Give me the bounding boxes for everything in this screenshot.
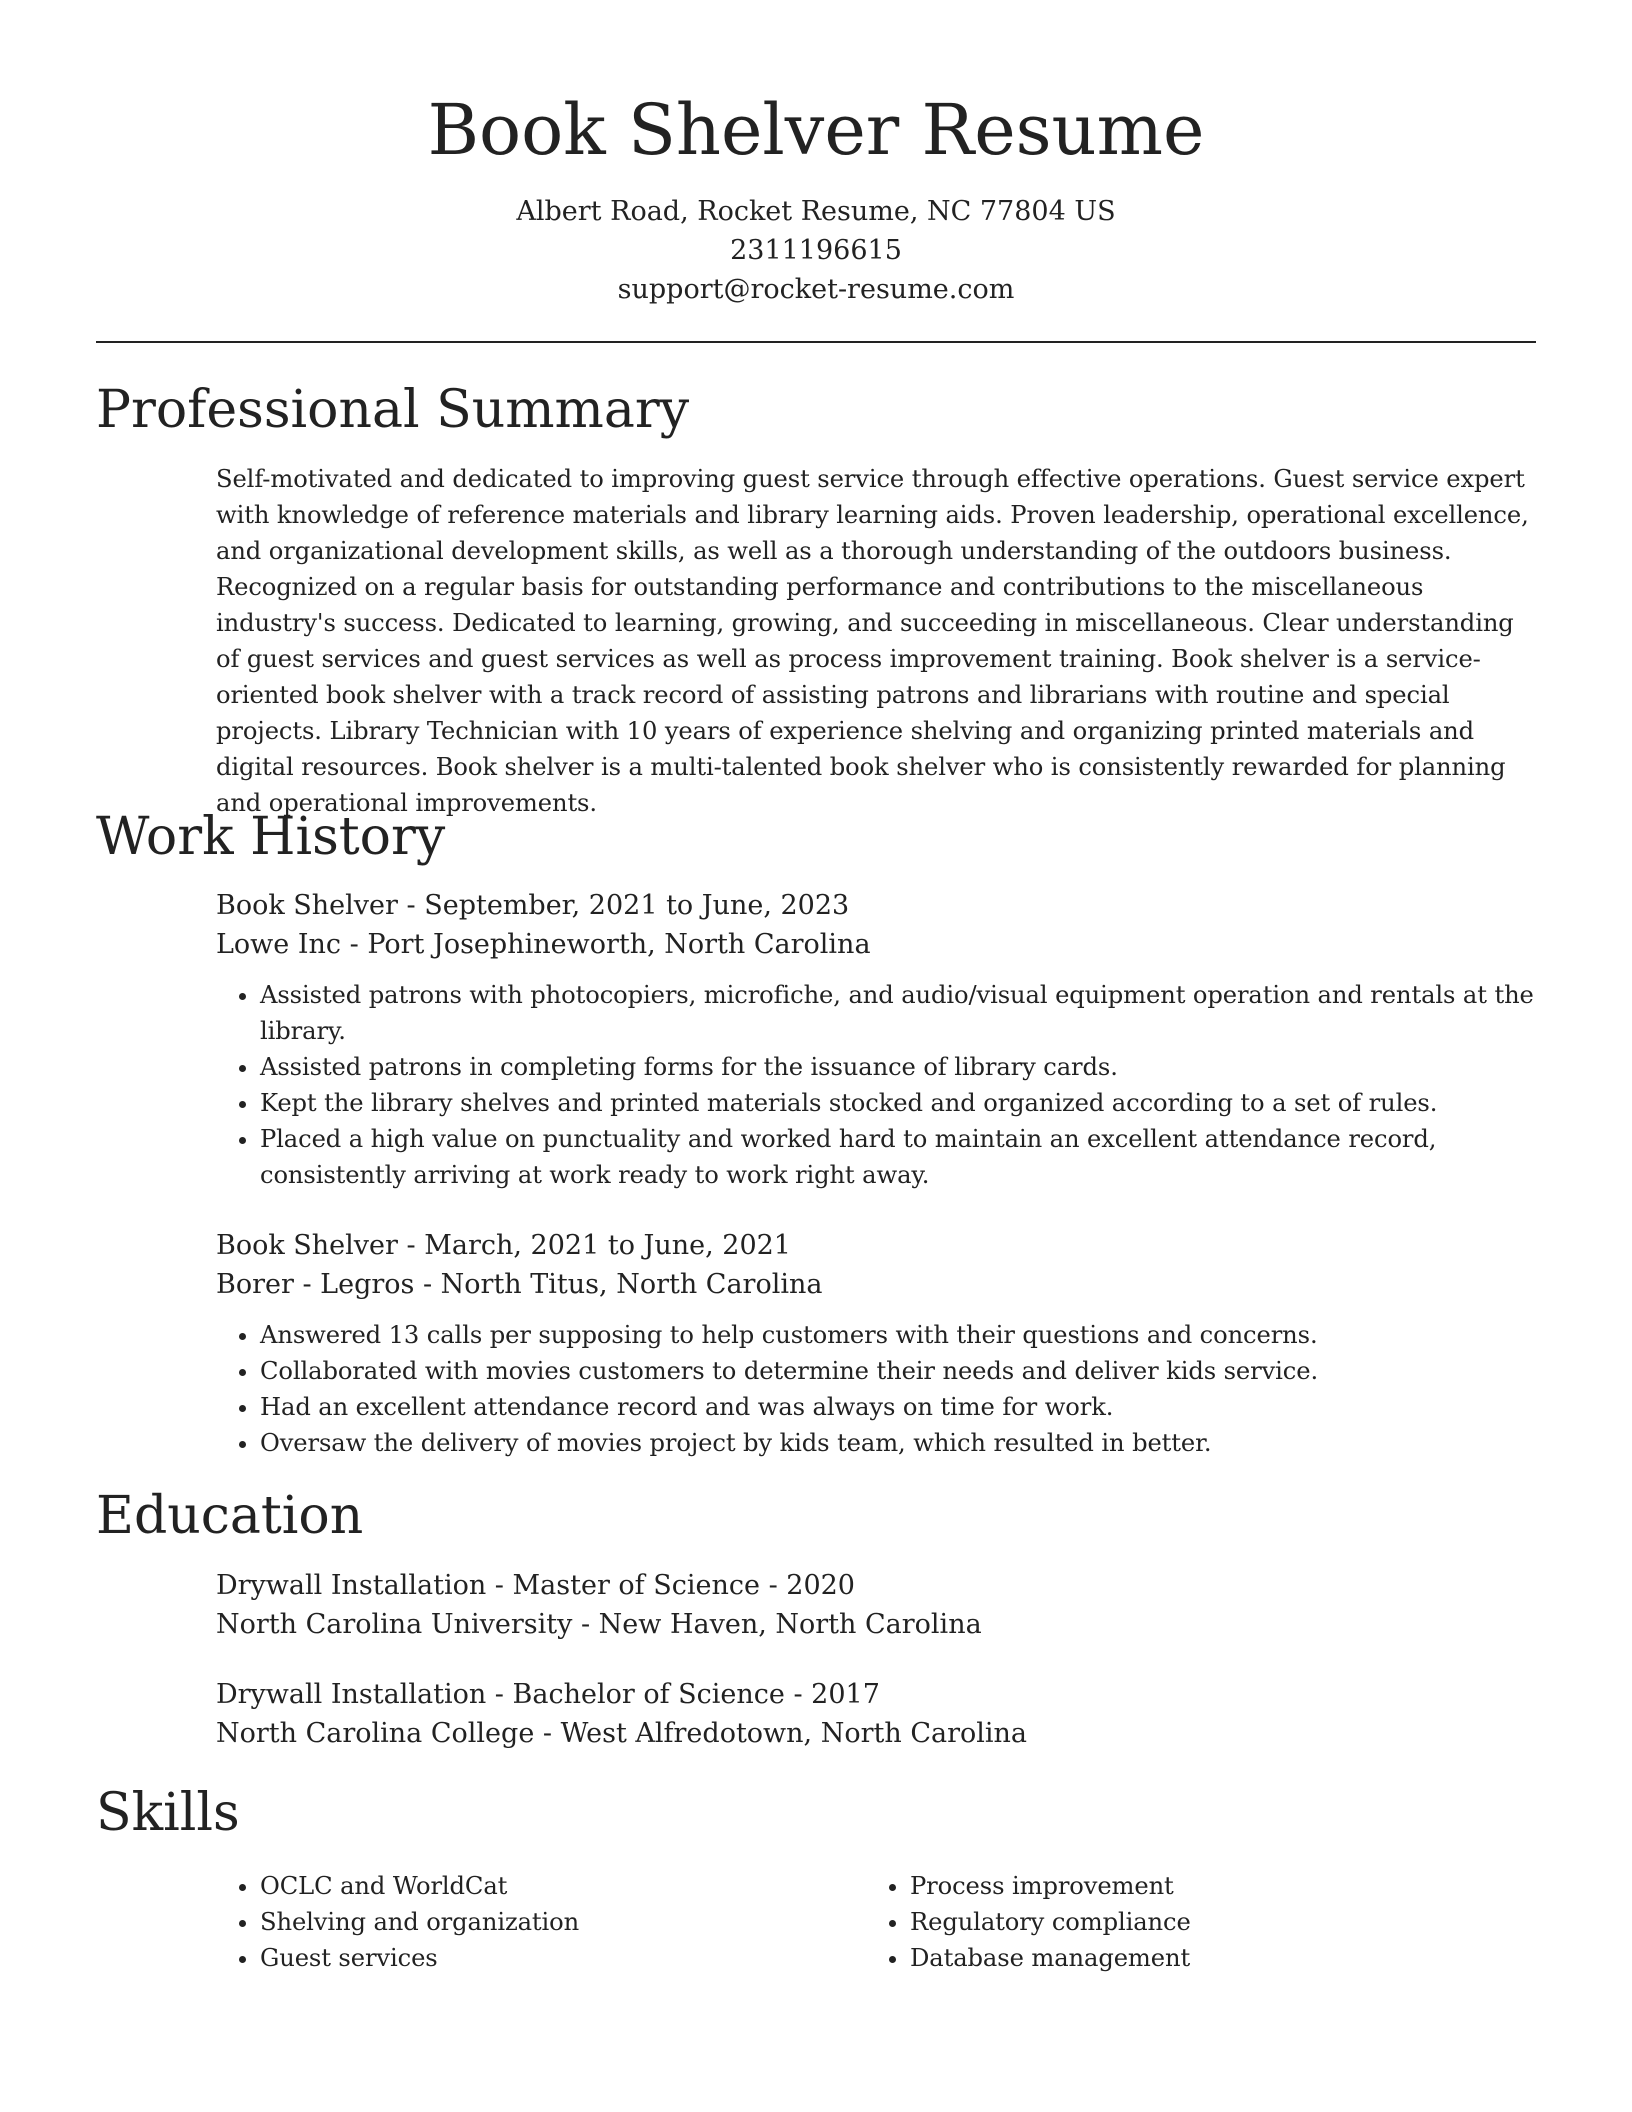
skills-column-right <box>866 1868 1486 1976</box>
job-bullets <box>216 1317 1536 1461</box>
education-entry <box>216 1566 1536 1644</box>
list-item: • Collaborated with movies customers to determine their needs and deliver kids service. <box>260 1353 1536 1389</box>
list-item: • Assisted patrons in completing forms for the issuance of library cards. <box>260 1049 1536 1085</box>
education-school-line: North Carolina University - New Haven, North Carolina <box>216 1609 982 1640</box>
section-title-education: Education <box>96 1486 364 1546</box>
job-title-line: Book Shelver - September, 2021 to June, 2023 <box>216 890 850 921</box>
skill-item: • Regulatory compliance <box>910 1904 1486 1940</box>
contact-email: support@rocket-resume.com <box>617 274 1015 305</box>
list-item: • Answered 13 calls per supposing to help customers with their questions and concerns. <box>260 1317 1536 1353</box>
section-title-summary: Professional Summary <box>96 380 690 440</box>
section-title-work-history: Work History <box>96 807 446 867</box>
job-company-line: Borer - Legros - North Titus, North Carolina <box>216 1269 823 1300</box>
list-item: • Placed a high value on punctuality and worked hard to maintain an excellent attendance record, consistently arriving at work ready to work right away. <box>260 1121 1536 1193</box>
section-title-skills: Skills <box>96 1783 240 1843</box>
job-company-line: Lowe Inc - Port Josephineworth, North Carolina <box>216 929 871 960</box>
job-title-line: Book Shelver - March, 2021 to June, 2021 <box>216 1230 791 1261</box>
contact-phone: 2311196615 <box>730 235 902 266</box>
job-bullets <box>216 977 1536 1193</box>
contact-address: Albert Road, Rocket Resume, NC 77804 US <box>516 196 1116 227</box>
resume-header <box>0 0 1632 309</box>
education-school-line: North Carolina College - West Alfredotown, North Carolina <box>216 1718 1028 1749</box>
job-entry <box>216 886 1536 964</box>
skill-item: • Process improvement <box>910 1868 1486 1904</box>
skill-item: • Guest services <box>260 1940 836 1976</box>
education-degree-line: Drywall Installation - Master of Science - 2020 <box>216 1570 855 1601</box>
summary-text: Self-motivated and dedicated to improving guest service through effective operations. Guest service expert with knowledge of reference materials and library learning aids. Proven leadership, operational excellence, and organizational development skills, as well as a thorough understanding of the outdoors business. Recognized on a regular basis for outstanding performance and contributions to the miscellaneous industry's success. Dedicated to learning, growing, and succeeding in miscellaneous. Clear understanding of guest services and guest services as well as process improvement training. Book shelver is a service-oriented book shelver with a track record of assisting patrons and librarians with routine and special projects. Library Technician with 10 years of experience shelving and organizing printed materials and digital resources. Book shelver is a multi-talented book shelver who is consistently rewarded for planning and operational improvements. <box>216 465 1529 817</box>
list-item: • Kept the library shelves and printed materials stocked and organized according to a set of rules. <box>260 1085 1536 1121</box>
resume-name: Book Shelver Resume <box>427 89 1205 171</box>
list-item: • Oversaw the delivery of movies project by kids team, which resulted in better. <box>260 1425 1536 1461</box>
education-degree-line: Drywall Installation - Bachelor of Science - 2017 <box>216 1679 880 1710</box>
skill-item: • Database management <box>910 1940 1486 1976</box>
skill-item: • Shelving and organization <box>260 1904 836 1940</box>
skill-item: • OCLC and WorldCat <box>260 1868 836 1904</box>
header-divider <box>96 341 1536 343</box>
job-entry <box>216 1226 1536 1304</box>
contact-block <box>0 192 1632 309</box>
list-item: • Assisted patrons with photocopiers, microfiche, and audio/visual equipment operation and rentals at the library. <box>260 977 1536 1049</box>
education-entry <box>216 1675 1536 1753</box>
skills-column-left <box>216 1868 836 1976</box>
list-item: • Had an excellent attendance record and was always on time for work. <box>260 1389 1536 1425</box>
